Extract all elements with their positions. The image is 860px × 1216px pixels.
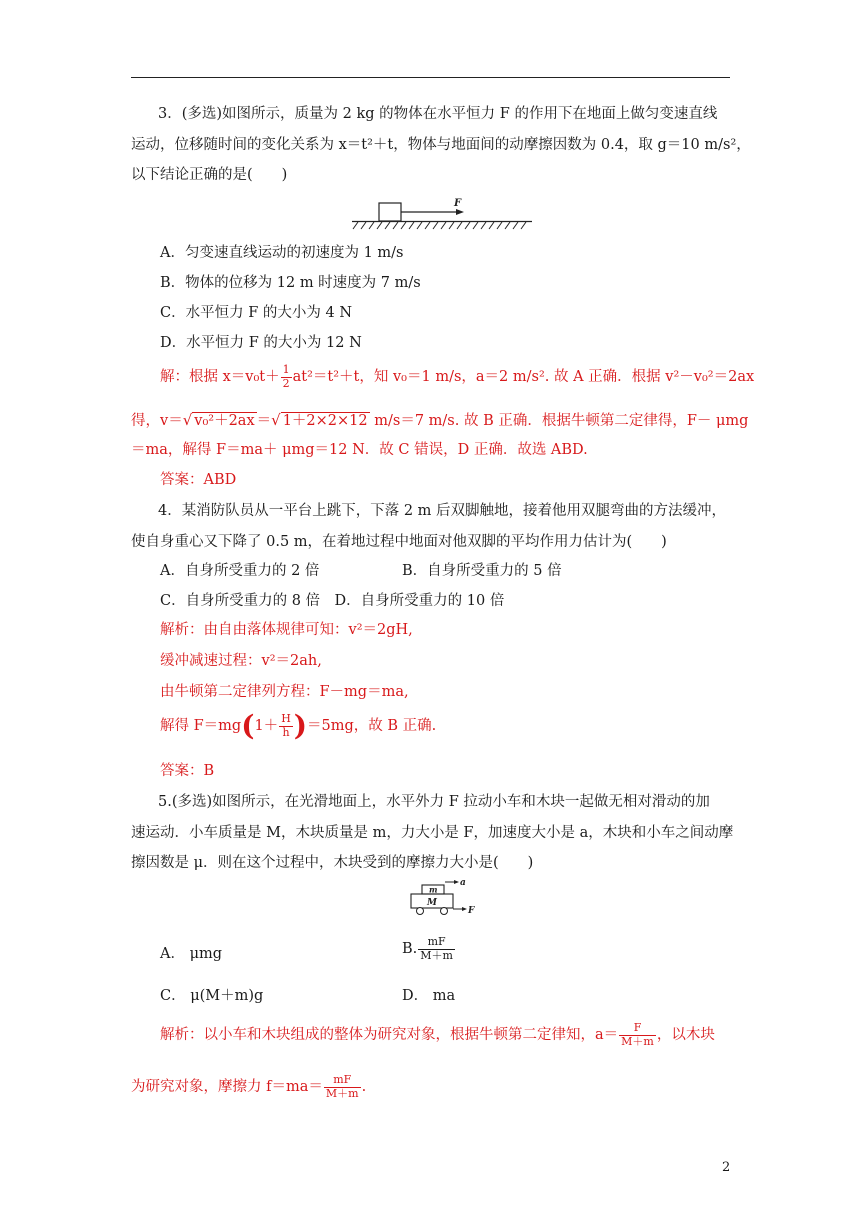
q4-solution-line4: 解得 F＝mg(1＋ $\frac{H}{h}$ )＝5mg，故 B 正确. (160, 709, 437, 742)
q4-answer: 答案：B (160, 763, 215, 779)
sqrt-icon: √ (182, 411, 193, 429)
q4-solution-line3: 由牛顿第二定律列方程：F－mg＝ma, (160, 684, 409, 700)
page-number: 2 (722, 1160, 731, 1175)
q4-solution-line1: 解析：由自由落体规律可知：v²＝2gH, (160, 622, 413, 638)
q3-option-a: A．匀变速直线运动的初速度为 1 m/s (160, 245, 404, 261)
q5-solution-line2: 为研究对象，摩擦力 f＝ma＝ $\frac{mF}{M+m}$ . (131, 1073, 367, 1100)
q5-stem-line3: 擦因数是 μ．则在这个过程中，木块受到的摩擦力大小是( ) (131, 855, 534, 871)
q3-option-c: C．水平恒力 F 的大小为 4 N (160, 305, 353, 321)
q4-stem-line2: 使自身重心又下降了 0.5 m，在着地过程中地面对他双脚的平均作用力估计为( ) (131, 534, 667, 550)
q4-option-cd: C．自身所受重力的 8 倍 D．自身所受重力的 10 倍 (160, 593, 505, 609)
q5-cart-label: M (427, 898, 437, 908)
q5-stem-line2: 速运动．小车质量是 M，木块质量是 m，力大小是 F，加速度大小是 a，木块和小车之间动摩 (131, 825, 734, 841)
sqrt-icon: √ (271, 411, 281, 429)
q3-answer: 答案：ABD (160, 472, 237, 488)
q5-option-b-fraction: $\frac{mF}{M+m}$ (420, 935, 453, 962)
q5-solution-line1: 解析：以小车和木块组成的整体为研究对象，根据牛顿第二定律知，a＝ $\frac{F}{M+m}$ ，以木块 (160, 1021, 715, 1048)
q3-half-fraction: $\frac{1}{2}$ (282, 363, 290, 390)
q5-force-label: F (468, 906, 475, 916)
q3-stem-line3: 以下结论正确的是( ) (131, 167, 288, 183)
q5-stem-line1: 5.(多选)如图所示，在光滑地面上，水平外力 F 拉动小车和木块一起做无相对滑动的加 (158, 794, 710, 810)
q5-friction-fraction: $\frac{mF}{M+m}$ (325, 1073, 359, 1100)
q5-option-a: A． μmg (160, 946, 223, 962)
q3-solution-line3: ＝ma，解得 F＝ma＋ μmg＝12 N．故 C 错误，D 正确．故选 ABD. (131, 442, 588, 458)
q5-option-d: D． ma (402, 988, 456, 1004)
q3-solution-line1: 解：根据 x＝v₀t＋ $\frac{1}{2}$ at²＝t²＋t，知 v₀＝1 m/s，a＝2 m/s². 故 A 正确．根据 v²－v₀²＝2ax (160, 363, 755, 390)
q5-option-c: C． μ(M＋m)g (160, 988, 264, 1004)
q4-stem-line1: 4．某消防队员从一平台上跳下，下落 2 m 后双脚触地，接着他用双腿弯曲的方法缓冲， (158, 503, 727, 519)
q4-solution-line2: 缓冲减速过程：v²＝2ah, (160, 653, 322, 669)
header-rule (131, 77, 730, 78)
q5-figure (408, 876, 484, 918)
q3-figure (352, 193, 534, 233)
q3-stem-line2: 运动，位移随时间的变化关系为 x＝t²＋t，物体与地面间的动摩擦因数为 0.4，取 g＝10 m/s²， (131, 137, 751, 153)
q5-accel-fraction: $\frac{F}{M+m}$ (621, 1021, 654, 1048)
q3-option-b: B．物体的位移为 12 m 时速度为 7 m/s (160, 275, 421, 291)
q4-option-b: B．自身所受重力的 5 倍 (402, 563, 562, 579)
q4-fraction-h: $\frac{H}{h}$ (281, 711, 291, 739)
q5-option-b: B. $\frac{mF}{M+m}$ (402, 935, 453, 962)
q3-option-d: D．水平恒力 F 的大小为 12 N (160, 335, 362, 351)
q3-stem-line1: 3．(多选)如图所示，质量为 2 kg 的物体在水平恒力 F 的作用下在地面上做匀变速直线 (158, 106, 718, 122)
q5-block-label: m (429, 884, 438, 895)
q5-accel-label: a (460, 878, 466, 888)
q3-solution-line2: 得，v＝√ v₀²＋2ax ＝√ 1＋2×2×12 m/s＝7 m/s. 故 B 正确．根据牛顿第二定律得，F－ μmg (131, 411, 749, 429)
q3-force-label: F (454, 198, 462, 209)
q3-solution-label: 解： (160, 369, 189, 386)
q4-option-a: A．自身所受重力的 2 倍 (160, 563, 320, 579)
left-paren-icon: ( (241, 709, 255, 742)
right-paren-icon: ) (293, 709, 308, 742)
